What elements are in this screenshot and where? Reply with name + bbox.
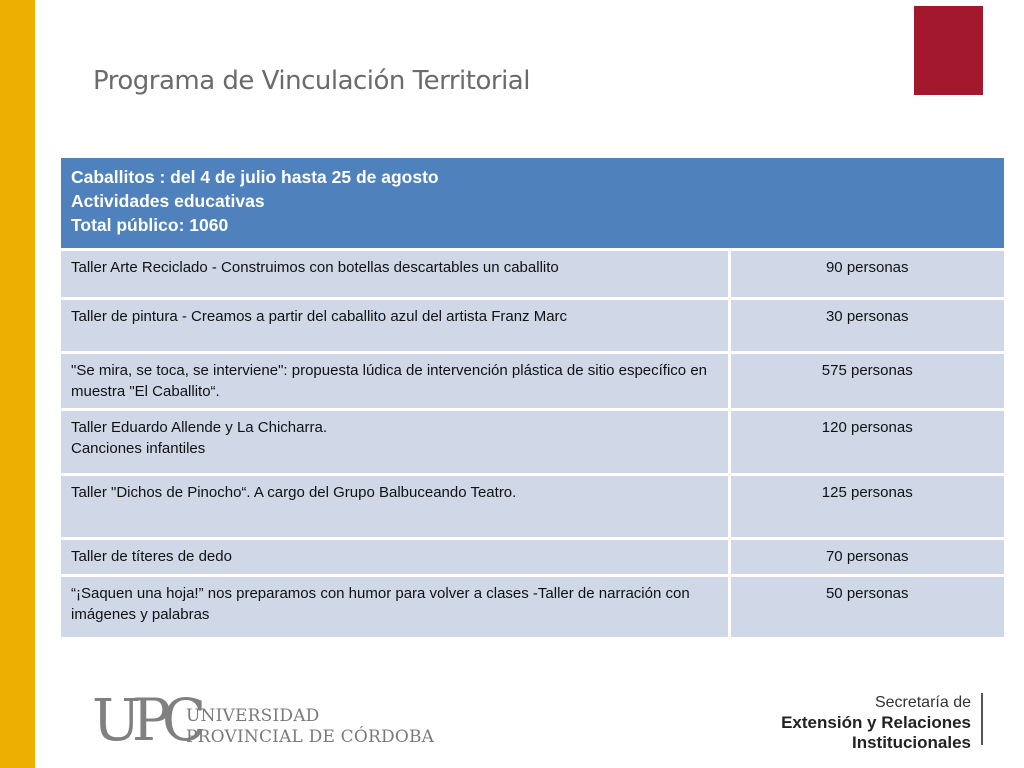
- activity-cell: [61, 410, 729, 475]
- header-category: Actividades educativas: [71, 191, 265, 211]
- count-cell: 70 personas: [729, 539, 1004, 576]
- accent-square: [914, 6, 983, 95]
- table-header-row: [61, 158, 1004, 250]
- table-row: [61, 539, 1004, 576]
- activity-line: Taller Eduardo Allende y La Chicharra.: [71, 419, 327, 436]
- count-cell: 125 personas: [729, 475, 1004, 539]
- secretaria-block: [781, 693, 971, 753]
- count-cell: 30 personas: [729, 299, 1004, 353]
- header-total: Total público: 1060: [71, 215, 229, 235]
- activity-cell: Taller de títeres de dedo: [61, 539, 729, 576]
- table-row: [61, 576, 1004, 637]
- table-row: [61, 410, 1004, 475]
- table-header: [61, 158, 1004, 250]
- table-row: [61, 475, 1004, 539]
- count-cell: 90 personas: [729, 250, 1004, 299]
- activity-cell: “¡Saquen una hoja!” nos preparamos con humor para volver a clases -Taller de narración con imágenes y palabras: [61, 576, 729, 637]
- university-logo: [92, 686, 435, 754]
- university-name-line: PROVINCIAL DE CÓRDOBA: [186, 727, 435, 747]
- header-dates: Caballitos : del 4 de julio hasta 25 de agosto: [71, 167, 439, 187]
- table-row: [61, 299, 1004, 353]
- activity-line: Canciones infantiles: [71, 440, 206, 457]
- secretaria-divider: [981, 693, 983, 745]
- table-row: [61, 250, 1004, 299]
- activity-cell: Taller de pintura - Creamos a partir del caballito azul del artista Franz Marc: [61, 299, 729, 353]
- secretaria-name-line: Institucionales: [851, 733, 971, 752]
- university-name: [186, 706, 434, 748]
- secretaria-label: Secretaría de: [874, 694, 971, 711]
- left-accent-bar: [0, 0, 35, 768]
- page-title: Programa de Vinculación Territorial: [93, 66, 530, 96]
- university-name-line: UNIVERSIDAD: [186, 706, 320, 726]
- upc-logo-icon: [92, 686, 198, 754]
- activity-cell: Taller Arte Reciclado - Construimos con botellas descartables un caballito: [61, 250, 729, 299]
- logo-lettering: UPC: [92, 686, 198, 754]
- activity-cell: "Se mira, se toca, se interviene": propuesta lúdica de intervención plástica de sitio específico en muestra "El Caballito“.: [61, 353, 729, 410]
- activity-cell: Taller "Dichos de Pinocho“. A cargo del Grupo Balbuceando Teatro.: [61, 475, 729, 539]
- activities-table: [61, 158, 1004, 637]
- count-cell: 50 personas: [729, 576, 1004, 637]
- secretaria-name-line: Extensión y Relaciones: [781, 713, 971, 732]
- count-cell: 575 personas: [729, 353, 1004, 410]
- table-row: [61, 353, 1004, 410]
- count-cell: 120 personas: [729, 410, 1004, 475]
